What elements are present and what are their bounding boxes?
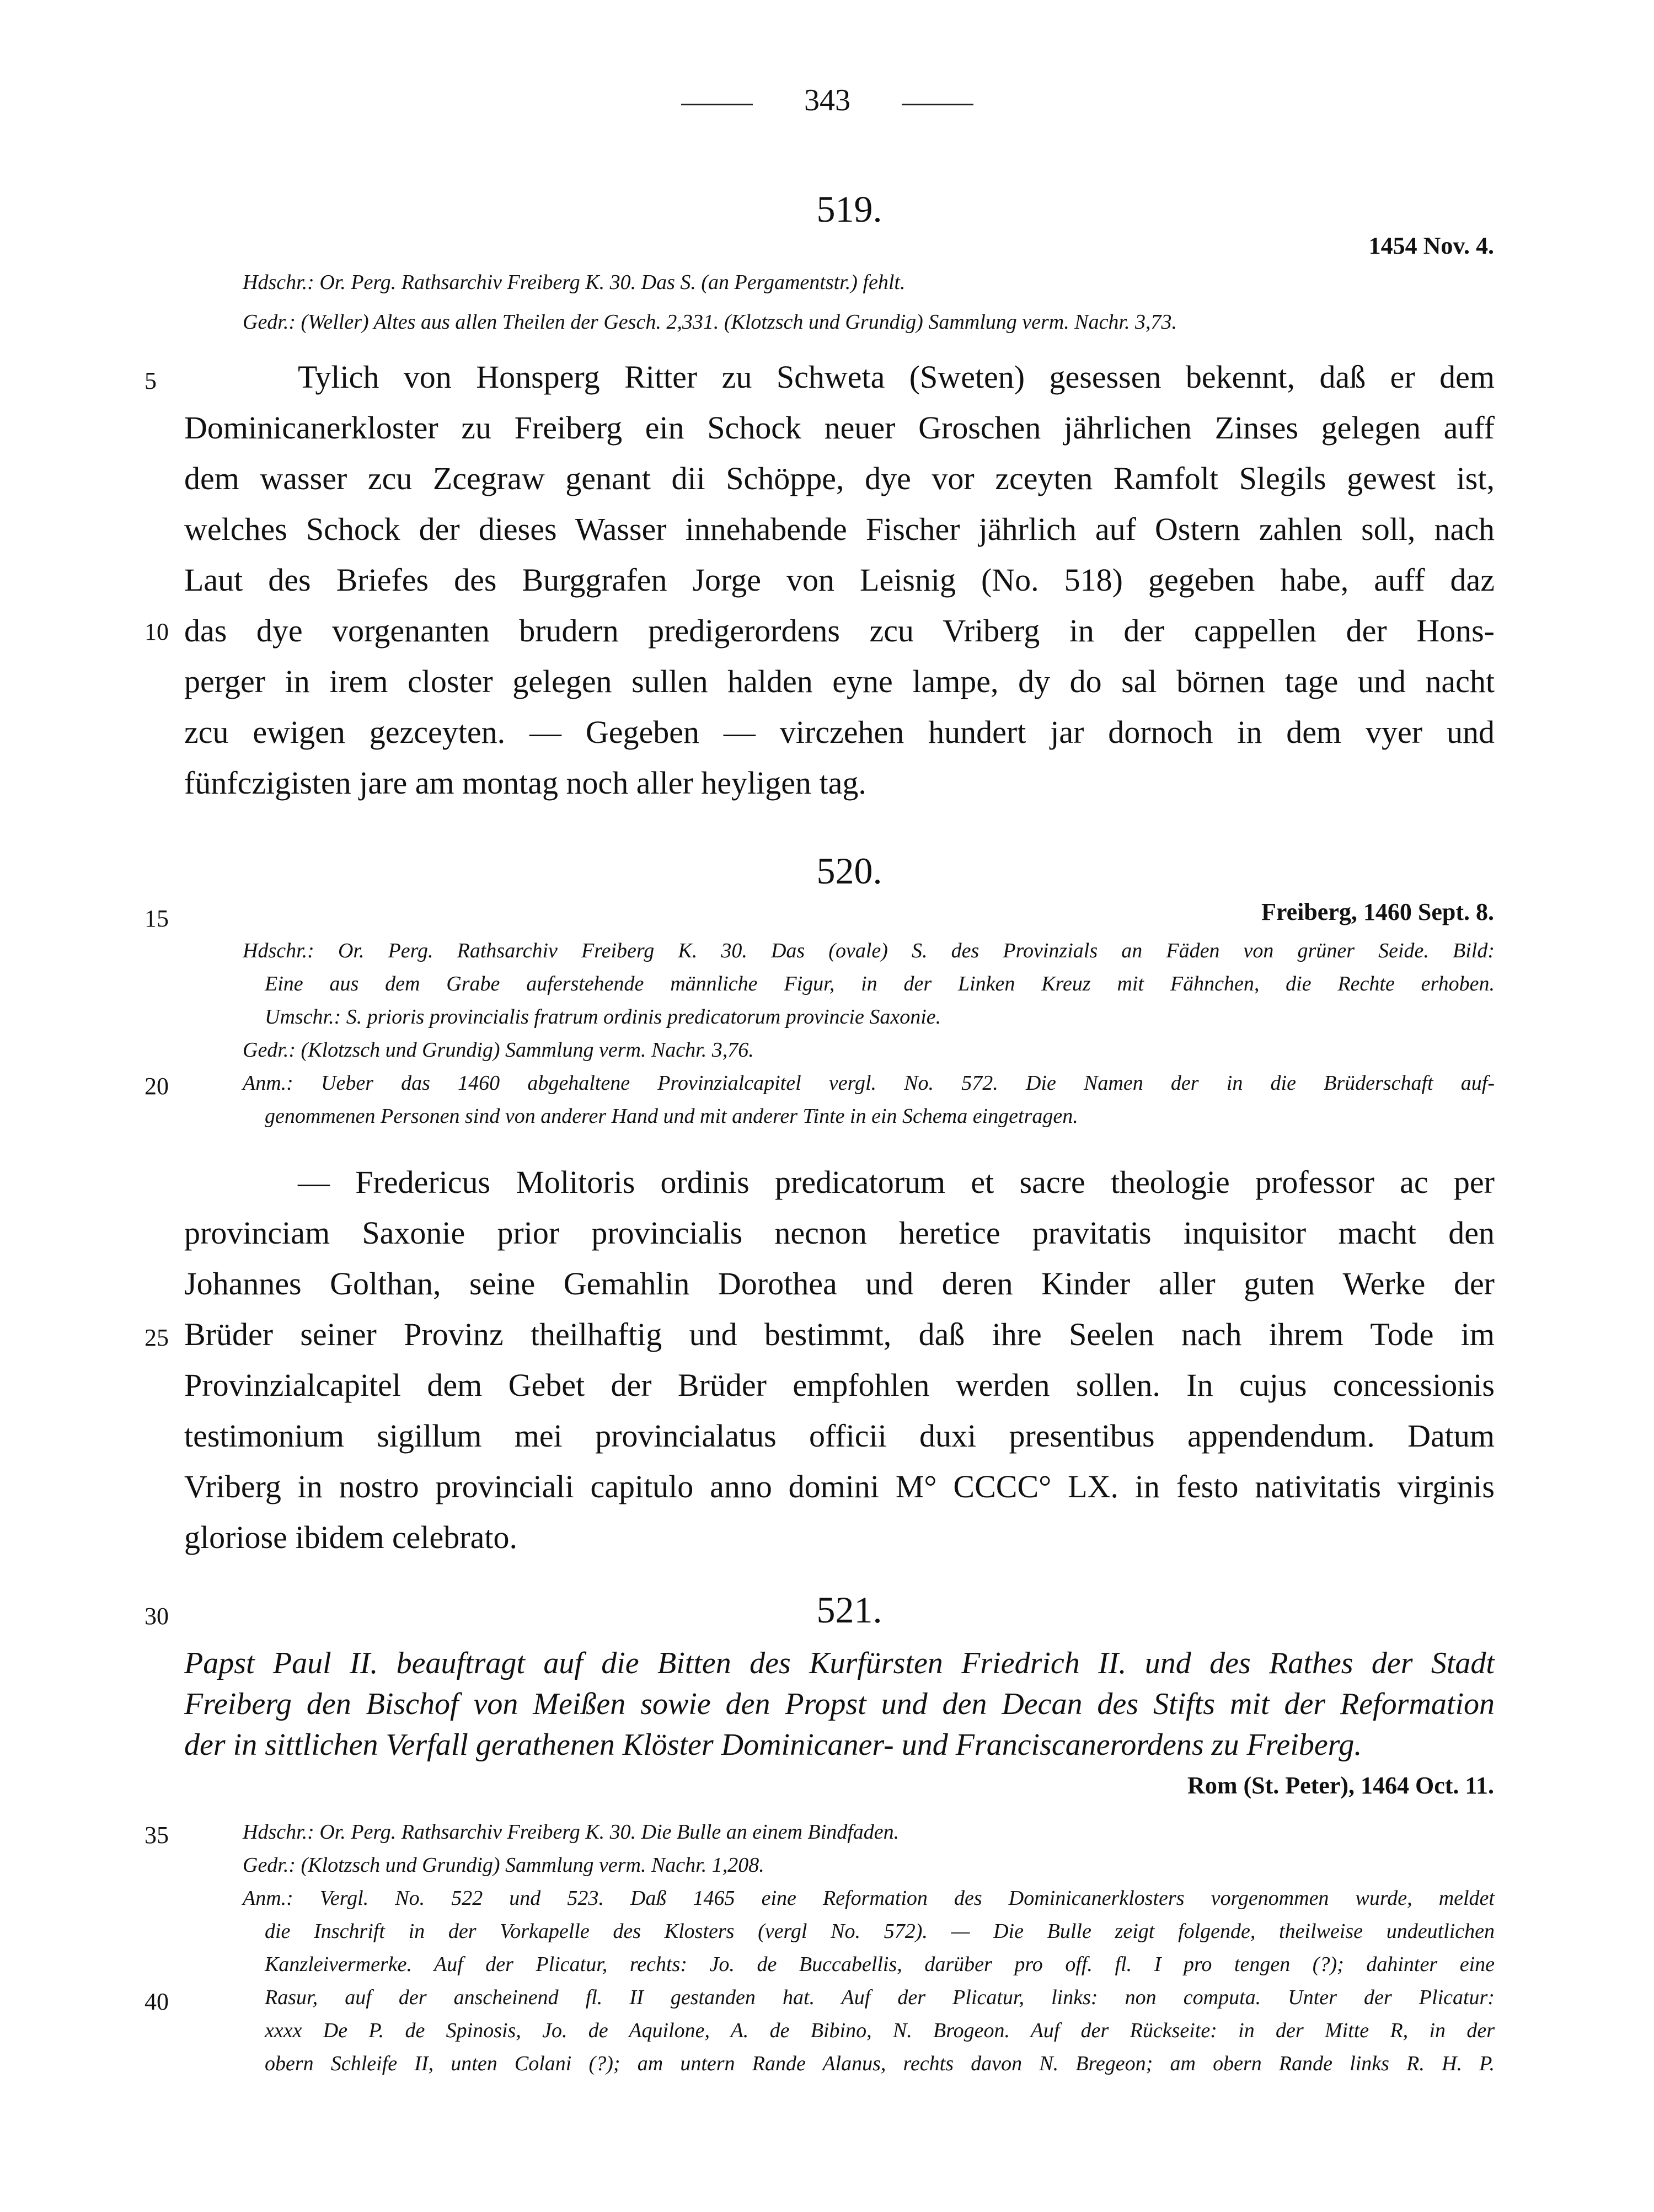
doc-520-date: Freiberg, 1460 Sept. 8. xyxy=(1261,898,1494,925)
doc-519-text-line: perger in irem closter gelegen sullen halden eyne lampe, dy do sal börnen tage und nacht xyxy=(184,663,1495,699)
doc-521-source-line: Rasur, auf der anscheinend fl. II gestanden hat. Auf der Plicatur, links: non computa. Unter der Plicatur: xyxy=(265,1986,1495,2009)
doc-521-source-line: xxxx De P. de Spinosis, Jo. de Aquilone, A. de Bibino, N. Brogeon. Auf der Rückseite: in der Mitte R, in der xyxy=(265,2019,1495,2042)
doc-520-source-line: Umschr.: S. prioris provincialis fratrum ordinis predicatorum provincie Saxonie. xyxy=(265,1005,941,1029)
doc-520-source-line: Anm.: Ueber das 1460 abgehaltene Provinzialcapitel vergl. No. 572. Die Namen der in die Brüderschaft auf- xyxy=(243,1072,1495,1095)
doc-519-text-line: welches Schock der dieses Wasser innehabende Fischer jährlich auf Ostern zahlen soll, nach xyxy=(184,511,1495,547)
doc-521-source-line: Gedr.: (Klotzsch und Grundig) Sammlung verm. Nachr. 1,208. xyxy=(243,1854,764,1877)
doc-519-text-line: zcu ewigen gezceyten. — Gegeben — virczehen hundert jar dornoch in dem vyer und xyxy=(184,714,1495,750)
doc-520-source-line: Hdschr.: Or. Perg. Rathsarchiv Freiberg K. 30. Das (ovale) S. des Provinzials an Fäden von grüner Seide. Bild: xyxy=(243,939,1495,962)
line-number: 40 xyxy=(144,1988,169,2015)
line-number: 5 xyxy=(144,367,157,394)
header-rule-left xyxy=(681,104,753,105)
doc-520-text-line: Vriberg in nostro provinciali capitulo anno domini M° CCCC° LX. in festo nativitatis virginis xyxy=(184,1469,1495,1504)
doc-520-text-line: Brüder seiner Provinz theilhaftig und bestimmt, daß ihre Seelen nach ihrem Tode im xyxy=(184,1316,1495,1352)
doc-519-text-line: Tylich von Honsperg Ritter zu Schweta (Sweten) gesessen bekennt, daß er dem xyxy=(298,359,1495,395)
doc-521-source-line: obern Schleife II, unten Colani (?); am untern Rande Alanus, rechts davon N. Bregeon; am obern Rande links R. H. P. xyxy=(265,2052,1495,2075)
header-rule-right xyxy=(902,104,973,105)
doc-519-text-line: Laut des Briefes des Burggrafen Jorge von Leisnig (No. 518) gegeben habe, auff daz xyxy=(184,562,1495,598)
doc-519-text-line: fünfczigisten jare am montag noch aller heyligen tag. xyxy=(184,765,866,801)
doc-521-regest-line: der in sittlichen Verfall gerathenen Klöster Dominicaner- und Franciscanerordens zu Freiberg. xyxy=(184,1728,1362,1762)
doc-520-source-line: genommenen Personen sind von anderer Hand und mit anderer Tinte in ein Schema eingetragen. xyxy=(265,1105,1078,1128)
doc-520-text-line: provinciam Saxonie prior provincialis necnon heretice pravitatis inquisitor macht den xyxy=(184,1215,1495,1251)
doc-521-regest-line: Papst Paul II. beauftragt auf die Bitten des Kurfürsten Friedrich II. und des Rathes der Stadt xyxy=(184,1646,1495,1680)
doc-521-source-line: Hdschr.: Or. Perg. Rathsarchiv Freiberg K. 30. Die Bulle an einem Bindfaden. xyxy=(243,1820,900,1844)
line-number: 25 xyxy=(144,1324,169,1351)
doc-519-source-1: Hdschr.: Or. Perg. Rathsarchiv Freiberg K. 30. Das S. (an Pergamentstr.) fehlt. xyxy=(243,271,906,294)
doc-520-text-line: — Fredericus Molitoris ordinis predicatorum et sacre theologie professor ac per xyxy=(298,1164,1495,1200)
doc-521-source-line: Anm.: Vergl. No. 522 und 523. Daß 1465 eine Reformation des Dominicanerklosters vorgenommen wurde, meldet xyxy=(243,1887,1495,1910)
doc-519-text-line: Dominicanerkloster zu Freiberg ein Schock neuer Groschen jährlichen Zinses gelegen auff xyxy=(184,410,1495,446)
page-number: 343 xyxy=(804,83,850,117)
line-number: 15 xyxy=(144,905,169,932)
doc-520-number: 520. xyxy=(816,850,882,892)
doc-520-source-line: Eine aus dem Grabe auferstehende männliche Figur, in der Linken Kreuz mit Fähnchen, die Rechte erhoben. xyxy=(265,972,1495,995)
doc-521-date: Rom (St. Peter), 1464 Oct. 11. xyxy=(1187,1772,1494,1799)
doc-521-regest-line: Freiberg den Bischof von Meißen sowie den Propst und den Decan des Stifts mit der Reformation xyxy=(184,1687,1495,1721)
doc-520-text-line: testimonium sigillum mei provincialatus officii duxi presentibus appendendum. Datum xyxy=(184,1418,1495,1454)
doc-519-source-2: Gedr.: (Weller) Altes aus allen Theilen der Gesch. 2,331. (Klotzsch und Grundig) Sammlung verm. Nachr. 3,73. xyxy=(243,310,1177,334)
doc-520-text-line: gloriose ibidem celebrato. xyxy=(184,1519,517,1555)
line-number: 10 xyxy=(144,618,169,645)
doc-519-text-line: dem wasser zcu Zcegraw genant dii Schöppe, dye vor zceyten Ramfolt Slegils gewest ist, xyxy=(184,460,1495,496)
doc-519-text-line: das dye vorgenanten brudern predigerordens zcu Vriberg in der cappellen der Hons- xyxy=(184,613,1495,649)
doc-520-text-line: Provinzialcapitel dem Gebet der Brüder empfohlen werden sollen. In cujus concessionis xyxy=(184,1367,1495,1403)
doc-520-source-line: Gedr.: (Klotzsch und Grundig) Sammlung verm. Nachr. 3,76. xyxy=(243,1038,754,1062)
line-number: 35 xyxy=(144,1822,169,1849)
line-number: 20 xyxy=(144,1073,169,1100)
doc-521-source-line: die Inschrift in der Vorkapelle des Klosters (vergl No. 572). — Die Bulle zeigt folgende, theilweise undeutlichen xyxy=(265,1920,1495,1943)
doc-521-source-line: Kanzleivermerke. Auf der Plicatur, rechts: Jo. de Buccabellis, darüber pro off. fl. I pro tengen (?); dahinter eine xyxy=(265,1953,1495,1976)
line-number: 30 xyxy=(144,1603,169,1630)
doc-519-date: 1454 Nov. 4. xyxy=(1368,232,1494,259)
doc-519-number: 519. xyxy=(816,188,882,230)
doc-520-text-line: Johannes Golthan, seine Gemahlin Dorothea und deren Kinder aller guten Werke der xyxy=(184,1266,1495,1302)
doc-521-number: 521. xyxy=(816,1589,882,1631)
